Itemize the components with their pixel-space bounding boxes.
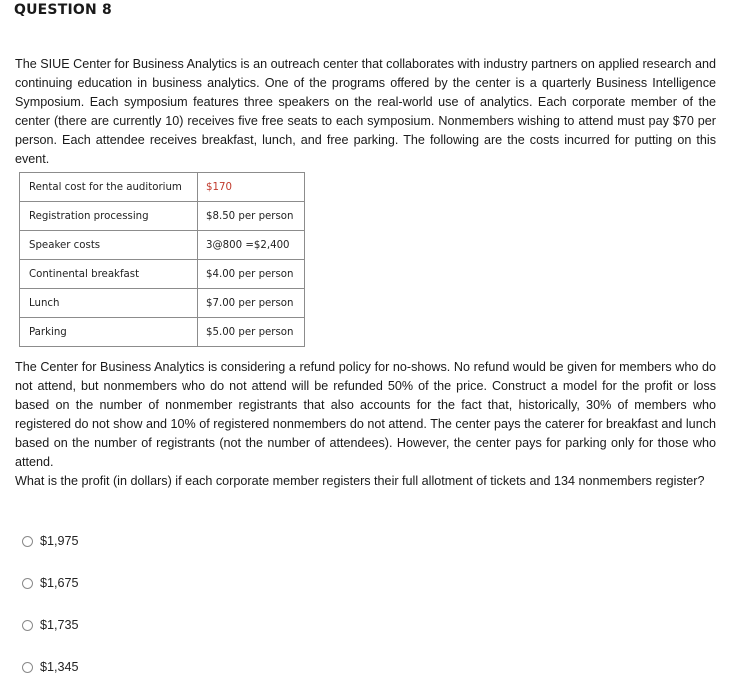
cost-value: $7.00 per person — [198, 289, 305, 318]
cost-item: Speaker costs — [20, 231, 198, 260]
table-row — [20, 289, 305, 318]
cost-value: $170 — [198, 173, 305, 202]
table-row — [20, 260, 305, 289]
cost-value: $5.00 per person — [198, 318, 305, 347]
cost-item: Parking — [20, 318, 198, 347]
cost-value: 3@800 =$2,400 — [198, 231, 305, 260]
cost-item: Continental breakfast — [20, 260, 198, 289]
radio-button[interactable] — [22, 662, 33, 673]
cost-table — [19, 172, 305, 347]
answer-option-1[interactable] — [22, 533, 79, 549]
question-title: QUESTION 8 — [14, 2, 112, 18]
answer-option-2[interactable] — [22, 575, 79, 591]
cost-value: $4.00 per person — [198, 260, 305, 289]
table-row — [20, 318, 305, 347]
cost-item: Rental cost for the auditorium — [20, 173, 198, 202]
radio-button[interactable] — [22, 620, 33, 631]
answer-label: $1,975 — [40, 534, 79, 548]
radio-button[interactable] — [22, 536, 33, 547]
radio-button[interactable] — [22, 578, 33, 589]
answer-label: $1,345 — [40, 660, 79, 674]
answer-label: $1,735 — [40, 618, 79, 632]
answer-option-4[interactable] — [22, 659, 79, 675]
table-row — [20, 202, 305, 231]
table-row — [20, 231, 305, 260]
answer-label: $1,675 — [40, 576, 79, 590]
cost-item: Lunch — [20, 289, 198, 318]
cost-item: Registration processing — [20, 202, 198, 231]
question-followup: The Center for Business Analytics is considering a refund policy for no-shows. No refund would be given for members who do not attend, but nonmembers who do not attend will be refunded 50% of the price. Construct a model for the profit or loss based on the number of nonmember registrants that also accounts for the fact that, historically, 30% of members who registered do not show and 10% of registered nonmembers do not attend. The center pays the caterer for breakfast and lunch based on the number of registrants (not the number of attendees). However, the center pays for parking only for those who attend. What is the profit (in dollars) if each corporate member registers their full allotment of tickets and 134 nonmembers register? — [15, 360, 716, 488]
cost-value: $8.50 per person — [198, 202, 305, 231]
answer-option-3[interactable] — [22, 617, 79, 633]
table-row — [20, 173, 305, 202]
question-intro: The SIUE Center for Business Analytics is an outreach center that collaborates with industry partners on applied research and continuing education in business analytics. One of the programs offered by the center is a quarterly Business Intelligence Symposium. Each symposium features three speakers on the real-world use of analytics. Each corporate member of the center (there are currently 10) receives five free seats to each symposium. Nonmembers wishing to attend must pay $70 per person. Each attendee receives breakfast, lunch, and free parking. The following are the costs incurred for putting on this event. — [15, 57, 716, 166]
